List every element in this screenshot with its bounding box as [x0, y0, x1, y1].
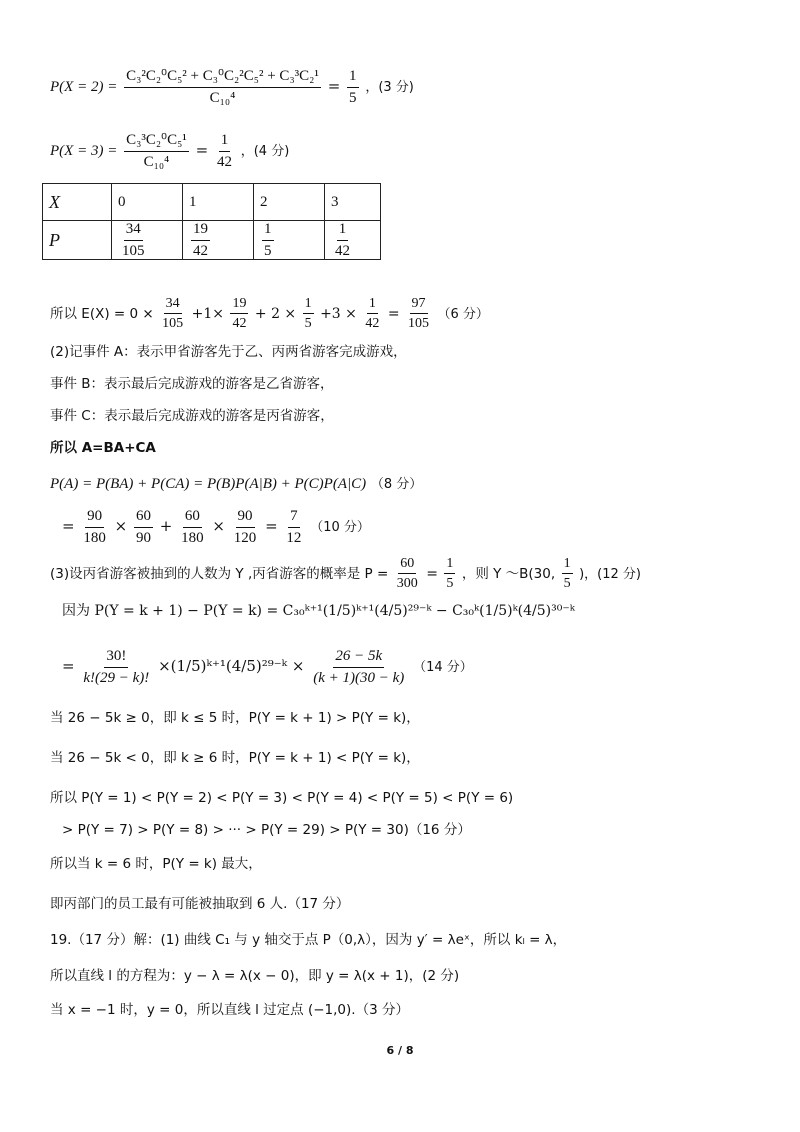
fraction: $\frac{90}{180}$ — [83, 508, 106, 546]
text-line: 所以直线 l 的方程为：y − λ = λ(x − 0)，即 y = λ(x + 1)，(2 分) — [50, 968, 460, 984]
fraction: $\frac{7}{12}$ — [286, 508, 302, 546]
text-line: 事件 B：表示最后完成游戏的游客是乙省游客， — [50, 376, 334, 392]
fraction: $\frac{60}{300}$ — [396, 556, 418, 592]
equation-px2: P(X = 2) = $\frac{\text{C₃²C₂⁰C₅² + C₃⁰C₂²C₅² + C₃³C₂¹}}{\text{C₁₀⁴}}$ = $\frac{1}{5}$ ，(3 分) — [50, 68, 414, 106]
text-line: 19.（17 分）解：(1) 曲线 C₁ 与 y 轴交于点 P（0,λ），因为 y′ = λeˣ，所以 kₗ = λ， — [50, 932, 567, 948]
page-number: 6 / 8 — [386, 1044, 414, 1057]
fraction: $\frac{19}{42}$ — [193, 221, 208, 259]
fraction: $\frac{34}{105}$ — [122, 221, 145, 259]
distribution-table — [42, 183, 381, 260]
text-line: (2)记事件 A：表示甲省游客先于乙、丙两省游客完成游戏， — [50, 344, 407, 360]
table-row: X 0 1 2 3 — [43, 184, 381, 221]
fraction: $\frac{1}{5}$ — [446, 556, 454, 592]
fraction: $\frac{1}{5}$ — [264, 221, 272, 259]
fraction: $\frac{90}{120}$ — [233, 508, 257, 546]
expectation-line: 所以 E(X) = 0 × $\frac{34}{105}$ +1× $\frac{19}{42}$ + 2 × $\frac{1}{5}$ +3 × $\frac{1}{42}$ = $\frac{97}{105}$ （6 分） — [50, 296, 489, 332]
text-line: 所以 A=BA+CA — [50, 440, 156, 456]
text-line: 所以 P(Y = 1) < P(Y = 2) < P(Y = 3) < P(Y = 4) < P(Y = 5) < P(Y = 6) — [50, 790, 514, 806]
text-line: 事件 C：表示最后完成游戏的游客是丙省游客， — [50, 408, 334, 424]
table-row: P $\frac{34}{105}$ $\frac{19}{42}$ $\frac{1}{5}$ $\frac{1}{42}$ — [43, 221, 381, 260]
equation-pa: P(A) = P(BA) + P(CA) = P(B)P(A|B) + P(C)P(A|C) （8 分） — [50, 476, 423, 492]
text-line: 即丙部门的员工最有可能被抽取到 6 人.（17 分） — [50, 896, 350, 912]
fraction: $\frac{1}{42}$ — [365, 296, 380, 332]
equation-simplified: = $\frac{30!}{k!(29 - k)!}$ ×(1/5)ᵏ⁺¹(4/5)²⁹⁻ᵏ × $\frac{26 - 5k}{(k + 1)(30 - k)}$ （14 分） — [62, 648, 473, 686]
diff-line: 因为 P(Y = k + 1) − P(Y = k) = C₃₀ᵏ⁺¹(1/5)ᵏ⁺¹(4/5)²⁹⁻ᵏ − C₃₀ᵏ(1/5)ᵏ(4/5)³⁰⁻ᵏ — [62, 603, 575, 619]
fraction: $\frac{1}{42}$ — [335, 221, 350, 259]
text-line: 所以当 k = 6 时，P(Y = k) 最大， — [50, 856, 262, 872]
fraction: $\frac{1}{5}$ — [349, 68, 357, 106]
fraction: $\frac{19}{42}$ — [232, 296, 247, 332]
text-line: > P(Y = 7) > P(Y = 8) > ··· > P(Y = 29) > P(Y = 30)（16 分） — [62, 822, 471, 838]
fraction: $\frac{26 - 5k}{(k + 1)(30 - k)}$ — [313, 648, 405, 686]
fraction: $\frac{1}{42}$ — [216, 132, 232, 170]
fraction: $\frac{1}{5}$ — [304, 296, 312, 332]
fraction: $\frac{34}{105}$ — [162, 296, 184, 332]
fraction: $\frac{60}{90}$ — [136, 508, 151, 546]
fraction: $\frac{\text{C₃³C₂⁰C₅¹}}{\text{C₁₀⁴}}$ — [126, 132, 187, 170]
fraction: $\frac{\text{C₃²C₂⁰C₅² + C₃⁰C₂²C₅² + C₃³C₂¹}}{\text{C₁₀⁴}}$ — [126, 68, 319, 106]
equation-calc: = $\frac{90}{180}$ × $\frac{60}{90}$ + $\frac{60}{180}$ × $\frac{90}{120}$ = $\frac{7}{12}$ （10 分） — [62, 508, 370, 546]
text-line: 当 x = −1 时，y = 0，所以直线 l 过定点 (−1,0).（3 分） — [50, 1002, 409, 1018]
fraction: $\frac{97}{105}$ — [408, 296, 429, 332]
fraction: $\frac{60}{180}$ — [181, 508, 204, 546]
equation-px3: P(X = 3) = $\frac{\text{C₃³C₂⁰C₅¹}}{\text{C₁₀⁴}}$ = $\frac{1}{42}$ ，(4 分) — [50, 132, 290, 170]
text-line: 当 26 − 5k ≥ 0，即 k ≤ 5 时，P(Y = k + 1) > P(Y = k)， — [50, 710, 420, 726]
part3-line: (3)设丙省游客被抽到的人数为 Y ,丙省游客的概率是 P = $\frac{60}{300}$ = $\frac{1}{5}$ ，则 Y ～B(30, $\frac{1}{5}$ )，(12 分) — [50, 556, 641, 592]
fraction: $\frac{1}{5}$ — [563, 556, 571, 592]
fraction: $\frac{30!}{k!(29 - k)!}$ — [83, 648, 150, 686]
text-line: 当 26 − 5k < 0，即 k ≥ 6 时，P(Y = k + 1) < P(Y = k)， — [50, 750, 420, 766]
